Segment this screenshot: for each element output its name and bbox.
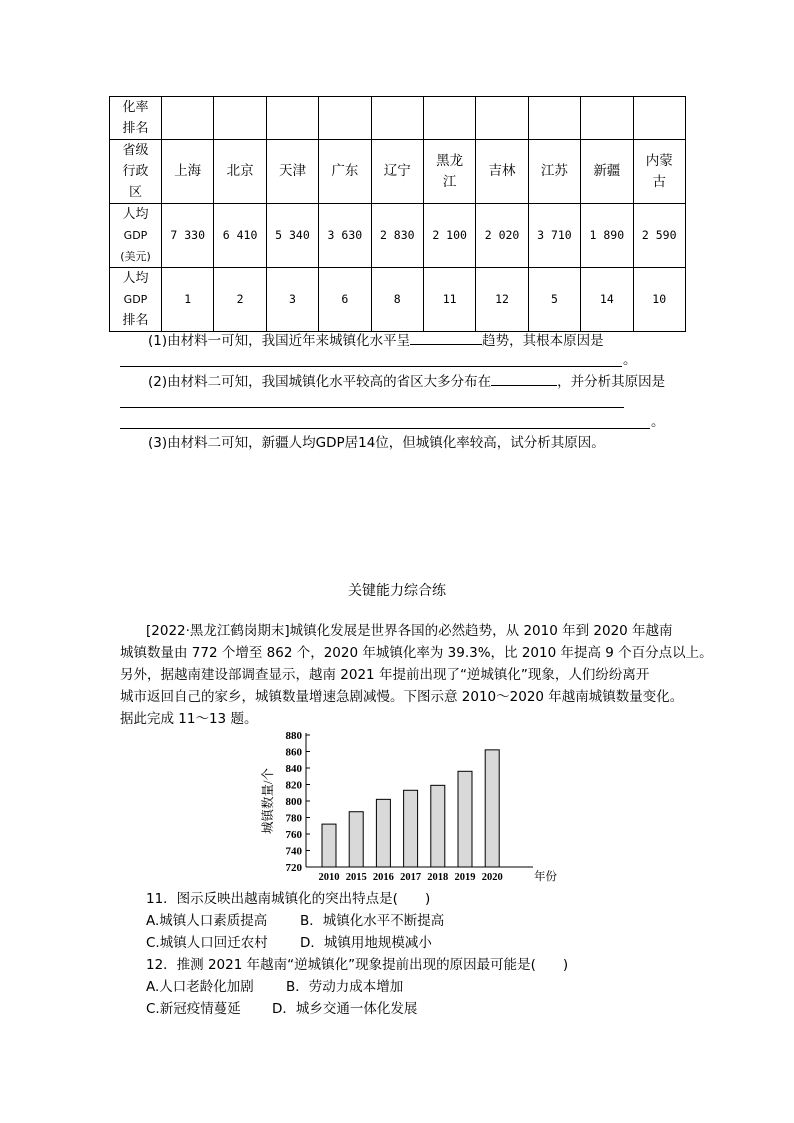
table-cell [162,97,214,140]
y-tick-label: 800 [285,796,302,808]
province-cell: 内蒙 古 [633,140,685,204]
rank-cell: 3 [266,268,318,332]
table-cell [319,97,371,140]
province-cell: 吉林 [476,140,528,204]
table-row-urbanization-rank [110,97,686,140]
y-tick-label: 880 [285,730,302,742]
rank-cell: 6 [319,268,371,332]
q11-option-d[interactable]: D．城镇用地规模减小 [300,935,432,951]
bar [404,790,418,867]
table-cell [528,97,580,140]
question-1: (1)由材料一可知，我国近年来城镇化水平呈 趋势，其根本原因是 [148,330,604,351]
q12-option-b[interactable]: B．劳动力成本增加 [286,979,404,995]
intro-line: [2022·黑龙江鹤岗期末]城镇化发展是世界各国的必然趋势，从 2010 年到 2020 年越南 [146,623,673,639]
question-3: (3)由材料二可知，新疆人均GDP居14位，但城镇化率较高，试分析其原因。 [148,435,605,451]
bar [485,750,499,867]
province-cell: 江苏 [528,140,580,204]
row-label-province: 省级 行政 区 [110,140,162,204]
gdp-cell: 3 630 [319,204,371,268]
bar [376,799,390,867]
intro-line: 另外，据越南建设部调查显示，越南 2021 年提前出现了“逆城镇化”现象，人们纷纷离开 [120,667,650,683]
gdp-cell: 7 330 [162,204,214,268]
gdp-cell: 2 100 [423,204,475,268]
gdp-cell: 3 710 [528,204,580,268]
answer-blank[interactable] [491,371,557,386]
answer-blank[interactable] [410,330,482,345]
x-tick-label: 2016 [372,872,394,883]
table-row-gdp-rank [110,268,686,332]
bar [431,785,445,867]
table-cell [266,97,318,140]
table-cell [423,97,475,140]
y-tick-label: 860 [285,746,302,759]
y-axis-label: 城镇数量/个 [261,768,275,834]
gdp-cell: 2 020 [476,204,528,268]
y-tick-label: 740 [285,845,302,858]
rank-cell: 14 [581,268,633,332]
bar [458,771,472,867]
x-tick-label: 2017 [400,872,422,883]
x-tick-label: 2018 [427,872,449,883]
table-cell [371,97,423,140]
gdp-cell: 2 590 [633,204,685,268]
rank-cell: 8 [371,268,423,332]
gdp-cell: 6 410 [214,204,266,268]
x-tick-label: 2015 [345,872,367,883]
y-tick-label: 780 [285,812,302,825]
y-tick-label: 820 [285,779,302,792]
q11-option-c[interactable]: C.城镇人口回迁农村 [146,935,268,951]
y-tick-label: 760 [285,829,302,841]
province-cell: 广东 [319,140,371,204]
gdp-cell: 1 890 [581,204,633,268]
rank-cell: 1 [162,268,214,332]
q11-option-b[interactable]: B．城镇化水平不断提高 [300,913,445,929]
province-cell: 上海 [162,140,214,204]
y-tick-label: 720 [285,862,302,874]
table-cell [633,97,685,140]
row-label-gdp: 人均 GDP (美元) [110,204,162,268]
province-cell: 辽宁 [371,140,423,204]
rank-cell: 11 [423,268,475,332]
q12-option-a[interactable]: A.人口老龄化加剧 [146,979,254,995]
province-table [109,96,686,332]
table-cell [476,97,528,140]
province-cell: 黑龙 江 [423,140,475,204]
section-title: 关键能力综合练 [348,583,446,599]
gdp-cell: 2 830 [371,204,423,268]
q12-option-d[interactable]: D．城乡交通一体化发展 [272,1001,418,1017]
x-axis-label: 年份 [534,871,557,883]
table-cell [214,97,266,140]
rank-cell: 2 [214,268,266,332]
province-cell: 新疆 [581,140,633,204]
question-2: (2)由材料二可知，我国城镇化水平较高的省区大多分布在 ，并分析其原因是 [148,371,665,392]
province-cell: 天津 [266,140,318,204]
rank-cell: 5 [528,268,580,332]
town-count-bar-chart [255,725,575,890]
row-label-gdp-rank: 人均 GDP 排名 [110,268,162,332]
q11-option-a[interactable]: A.城镇人口素质提高 [146,913,268,929]
x-tick-label: 2010 [318,872,340,883]
rank-cell: 12 [476,268,528,332]
x-tick-label: 2019 [454,872,476,883]
bar [349,812,363,867]
province-cell: 北京 [214,140,266,204]
bar [322,824,336,867]
x-tick-label: 2020 [481,872,503,883]
rank-cell: 10 [633,268,685,332]
y-tick-label: 840 [285,763,302,775]
answer-line[interactable] [120,366,622,367]
question-1-end: 。 [623,352,637,368]
intro-line: 据此完成 11～13 题。 [120,711,258,727]
intro-line: 城镇数量由 772 个增至 862 个，2020 年城镇化率为 39.3%，比 2010 年提高 9 个百分点以上。 [120,645,713,661]
q12-stem: 12．推测 2021 年越南“逆城镇化”现象提前出现的原因最可能是( ) [146,957,569,973]
answer-line[interactable] [120,428,650,429]
table-cell [581,97,633,140]
table-row-provinces [110,140,686,204]
q12-option-c[interactable]: C.新冠疫情蔓延 [146,1001,241,1017]
q11-stem: 11．图示反映出越南城镇化的突出特点是( ) [146,891,431,907]
question-2-end: 。 [651,414,665,430]
answer-line[interactable] [120,407,624,408]
intro-line: 城市返回自己的家乡，城镇数量增速急剧减慢。下图示意 2010～2020 年越南城镇数量变化。 [120,689,684,705]
row-label-urbanization-rank: 化率 排名 [110,97,162,140]
gdp-cell: 5 340 [266,204,318,268]
table-row-gdp [110,204,686,268]
